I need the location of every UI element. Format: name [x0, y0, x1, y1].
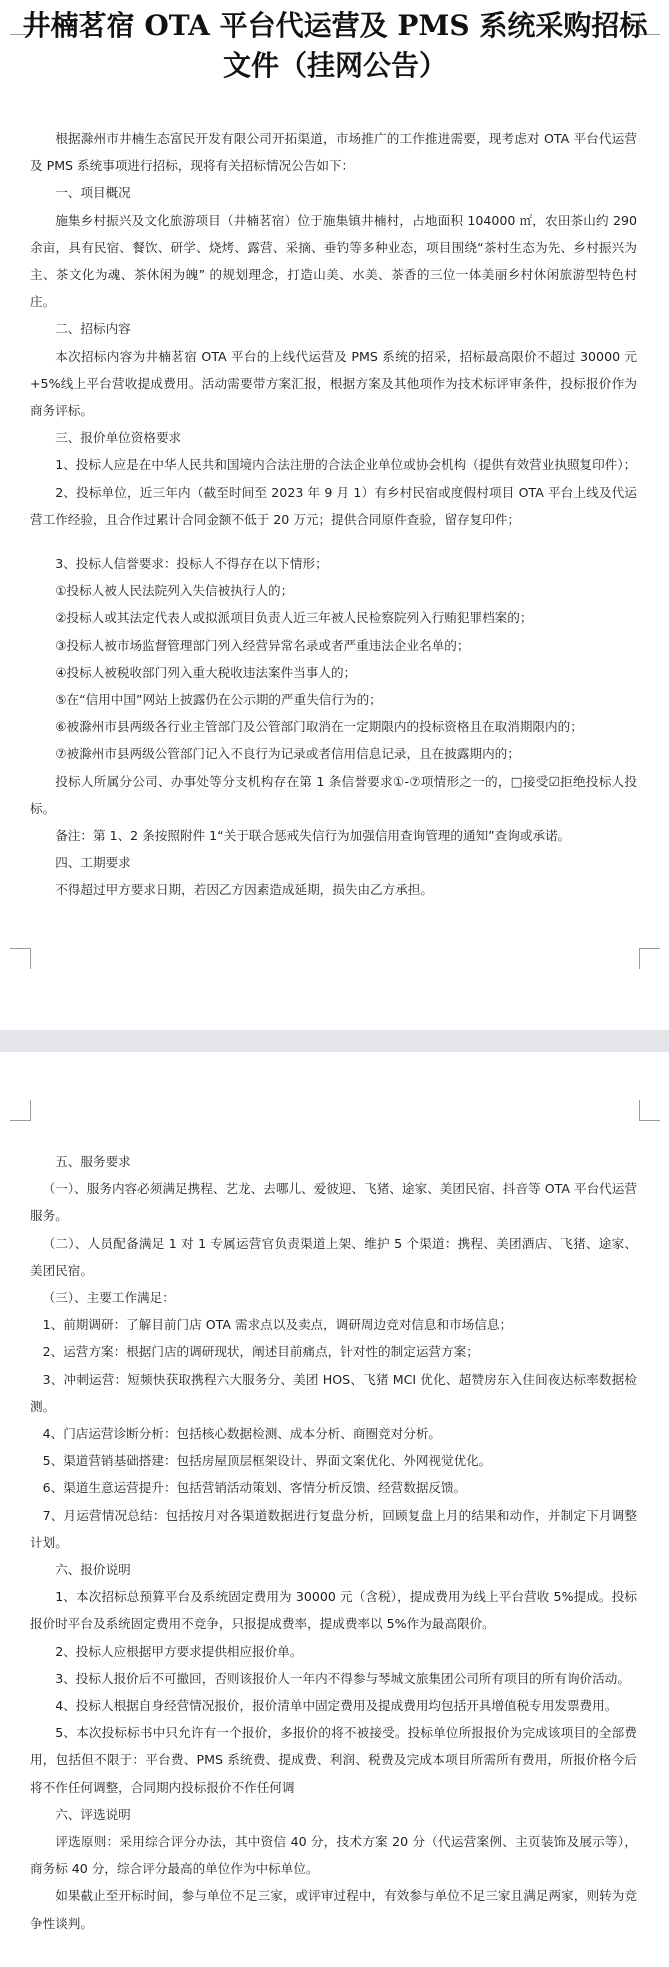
section-heading-service: 五、服务要求 [55, 1154, 131, 1169]
service-item-3: （三）、主要工作满足： [42, 1290, 175, 1306]
branch-rule-paragraph: 投标人所属分公司、办事处等分支机构存在第 1 条信誉要求①-⑦项情形之一的，□接受☑拒绝投标人投标。 [30, 773, 637, 816]
section-heading-qualification: 三、报价单位资格要求 [55, 430, 182, 446]
document-page-2 [0, 1052, 669, 1967]
page-2-body [30, 1148, 637, 1937]
paragraph-schedule: 不得超过甲方要求日期，若因乙方因素造成延期，损失由乙方承担。 [55, 882, 433, 898]
credit-item-3: ③投标人被市场监督管理部门列入经营异常名录或者严重违法企业名单的； [55, 637, 470, 653]
document-title: 井楠茗宿 OTA 平台代运营及 PMS 系统采购招标文件（挂网公告） [22, 9, 648, 82]
section-heading-pricing: 六、报价说明 [55, 1562, 131, 1578]
work-item-4: 4、门店运营诊断分析：包括核心数据检测、成本分析、商圈竞对分析。 [42, 1426, 442, 1442]
crop-mark-bottom-left [10, 948, 31, 969]
intro-paragraph: 根据滁州市井楠生态富民开发有限公司开拓渠道，市场推广的工作推进需要，现考虑对 OTA 平台代运营及 PMS 系统事项进行招标，现将有关招标情况公告如下： [30, 131, 637, 174]
credit-item-7: ⑦被滁州市县两级公管部门记入不良行为记录或者信用信息记录，且在披露期内的； [55, 746, 520, 762]
work-item-1: 1、前期调研：了解目前门店 OTA 需求点以及卖点，调研周边竞对信息和市场信息； [42, 1317, 513, 1333]
credit-item-5: ⑤在“信用中国”网站上披露仍在公示期的严重失信行为的； [55, 692, 382, 708]
service-item-1: （一）、服务内容必须满足携程、艺龙、去哪儿、爱彼迎、飞猪、途家、美团民宿、抖音等 OTA 平台代运营服务。 [30, 1181, 637, 1224]
qualification-item-3: 3、投标人信誉要求：投标人不得存在以下情形； [55, 556, 328, 572]
section-heading-evaluation: 六、评选说明 [55, 1806, 131, 1822]
work-item-2: 2、运营方案：根据门店的调研现状，阐述目前痛点，针对性的制定运营方案； [42, 1344, 479, 1360]
pricing-item-4: 4、投标人根据自身经营情况报价，报价清单中固定费用及提成费用均包括开具增值税专用发票费用。 [55, 1698, 618, 1714]
work-item-6: 6、渠道生意运营提升：包括营销活动策划、客情分析反馈、经营数据反馈。 [42, 1480, 467, 1496]
credit-item-1: ①投标人被人民法院列入失信被执行人的； [55, 583, 294, 599]
pricing-item-1: 1、本次招标总预算平台及系统固定费用为 30000 元（含税），提成费用为线上平台营收 5%提成。投标报价时平台及系统固定费用不竞争，只报提成费率，提成费率以 5%作为最高限价。 [30, 1589, 637, 1632]
work-item-7: 7、月运营情况总结：包括按月对各渠道数据进行复盘分析，回顾复盘上月的结果和动作，并制定下月调整计划。 [30, 1507, 637, 1550]
page-1-body [30, 125, 637, 904]
work-item-3: 3、冲刺运营：短频快获取携程六大服务分、美团 HOS、飞猪 MCI 优化、超赞房东入住间夜达标率数据检测。 [30, 1371, 637, 1414]
evaluation-principle: 评选原则：采用综合评分办法，其中资信 40 分，技术方案 20 分（代运营案例、主页装饰及展示等），商务标 40 分，综合评分最高的单位作为中标单位。 [30, 1834, 637, 1877]
section-heading-content: 二、招标内容 [55, 321, 131, 337]
section-heading-schedule: 四、工期要求 [55, 855, 131, 871]
pricing-item-2: 2、投标人应根据甲方要求提供相应报价单。 [55, 1643, 303, 1659]
crop-mark-top-right [639, 1100, 660, 1121]
service-item-2: （二）、人员配备满足 1 对 1 专属运营官负责渠道上架、维护 5 个渠道：携程、美团酒店、飞猪、途家、美团民宿。 [30, 1235, 637, 1278]
credit-item-6: ⑥被滁州市县两级各行业主管部门及公管部门取消在一定期限内的投标资格且在取消期限内的； [55, 719, 583, 735]
qualification-item-2: 2、投标单位，近三年内（截至时间至 2023 年 9 月 1）有乡村民宿或度假村项目 OTA 平台上线及代运营工作经验，且合作过累计合同金额不低于 20 万元；提供合同原件查验，留存复印件； [30, 484, 637, 527]
qualification-item-1: 1、投标人应是在中华人民共和国境内合法注册的合法企业单位或协会机构（提供有效营业执照复印件）； [55, 457, 637, 473]
work-item-5: 5、渠道营销基础搭建：包括房屋顶层框架设计、界面文案优化、外网视觉优化。 [42, 1453, 492, 1469]
crop-mark-top-left [10, 1100, 31, 1121]
credit-item-2: ②投标人或其法定代表人或拟派项目负责人近三年被人民检察院列入行贿犯罪档案的； [55, 610, 533, 626]
paragraph-content: 本次招标内容为井楠茗宿 OTA 平台的上线代运营及 PMS 系统的招采，招标最高限价不超过 30000 元+5%线上平台营收提成费用。活动需要带方案汇报，根据方案及其他项作为技术标评审条件，投标报价作为商务评标。 [30, 348, 637, 419]
section-heading-overview: 一、项目概况 [55, 185, 131, 201]
paragraph-overview: 施集乡村振兴及文化旅游项目（井楠茗宿）位于施集镇井楠村，占地面积 104000 ㎡，农田茶山约 290 余亩，具有民宿、餐饮、研学、烧烤、露营、采摘、垂钓等多种业态，项目围绕“茶村生态为先、乡村振兴为主、茶文化为魂、茶休闲为魄” 的规划理念，打造山美、水美、茶香的三位一体美丽乡村休闲旅游型特色村庄。 [30, 212, 637, 310]
pricing-item-5: 5、本次投标标书中只允许有一个报价，多报价的将不被接受。投标单位所报报价为完成该项目的全部费用，包括但不限于：平台费、PMS 系统费、提成费、利润、税费及完成本项目所需所有费用，所报价格今后将不作任何调整，合同期内投标报价不作任何调 [30, 1725, 637, 1795]
credit-item-4: ④投标人被税收部门列入重大税收违法案件当事人的； [55, 664, 357, 680]
pricing-item-3: 3、投标人报价后不可撤回，否则该报价人一年内不得参与琴城文旅集团公司所有项目的所有询价活动。 [55, 1670, 630, 1686]
crop-mark-bottom-right [639, 948, 660, 969]
page-separator [0, 1030, 669, 1052]
evaluation-fallback: 如果截止至开标时间，参与单位不足三家，或评审过程中，有效参与单位不足三家且满足两家，则转为竞争性谈判。 [30, 1888, 637, 1931]
remark-paragraph: 备注：第 1、2 条按照附件 1“关于联合惩戒失信行为加强信用查询管理的通知”查询或承诺。 [55, 828, 571, 844]
